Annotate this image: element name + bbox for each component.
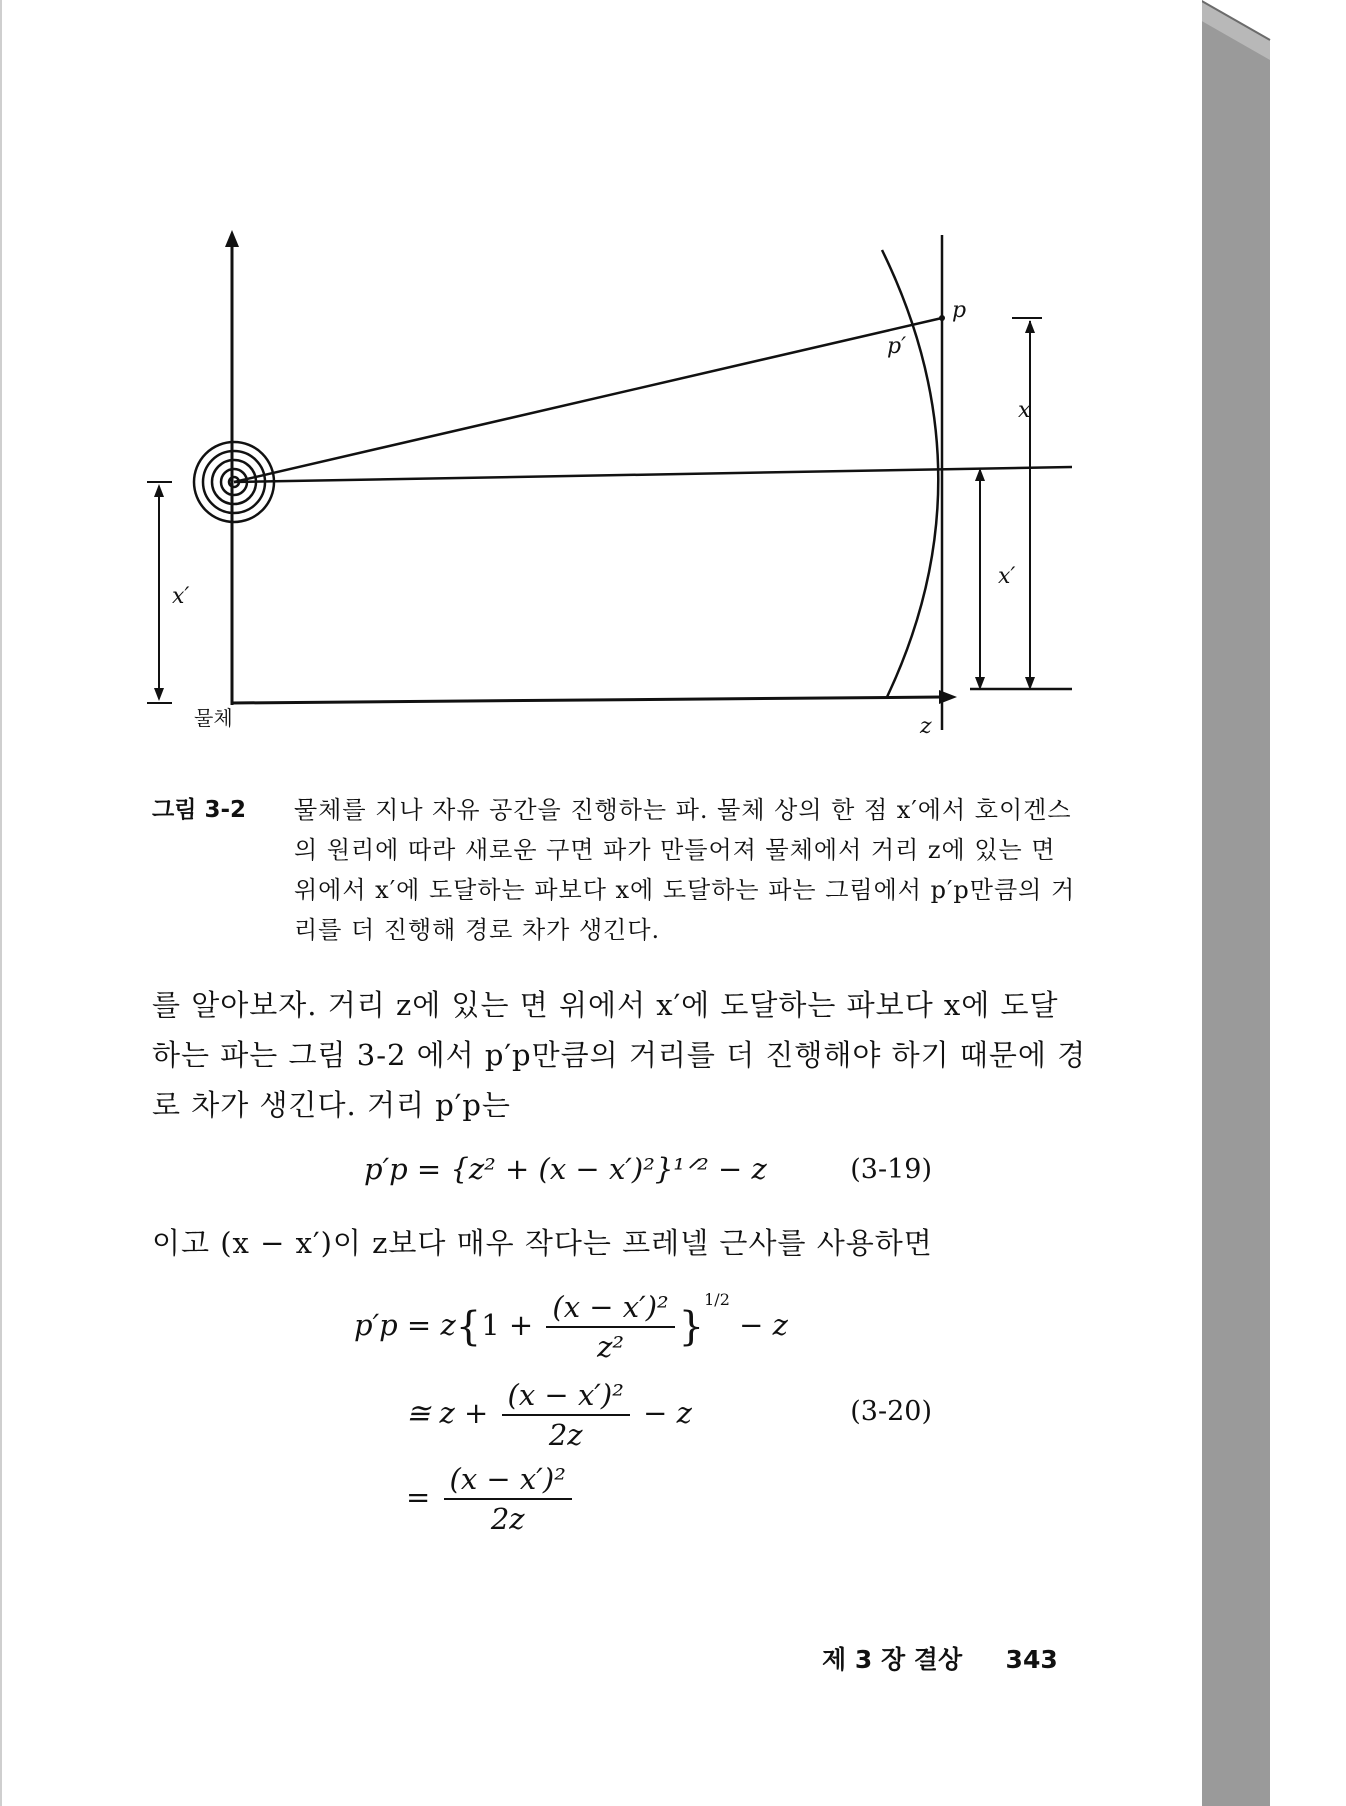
equation-3-20-number: (3-20) [850, 1396, 932, 1427]
z-axis [232, 697, 942, 703]
equation-3-20-line-3 [406, 1462, 576, 1536]
footer-chapter: 제 3 장 결상 [822, 1645, 963, 1674]
object-label: 물체 [194, 706, 233, 730]
caption-text: 물체를 지나 자유 공간을 진행하는 파. 물체 상의 한 점 x′에서 호이겐스의 원리에 따라 새로운 구면 파가 만들어져 물체에서 거리 z에 있는 면 위에서 x′에 도달하는 파보다 x에 도달하는 파는 그림에서 p′p만큼의 거리를 더 진행해 경로 차가 생긴다. [294, 796, 1076, 944]
eq20-l1-frac-num: (x − x′)² [546, 1290, 674, 1328]
vertical-axis-arrow [225, 230, 239, 247]
eq20-l2-frac-num: (x − x′)² [502, 1378, 630, 1416]
eq20-l2-tail: − z [643, 1396, 692, 1430]
eq20-l3-fraction [444, 1462, 572, 1536]
oblique-ray [234, 318, 942, 482]
label-x: x [1018, 398, 1031, 423]
equation-3-19-number: (3-19) [850, 1154, 932, 1185]
spherical-wavefront [882, 250, 938, 697]
caption-label: 그림 3-2 [152, 797, 246, 823]
eq20-l1-fraction [546, 1290, 674, 1364]
label-p: p [952, 298, 967, 323]
eq20-l3-lhs: = [406, 1480, 431, 1514]
eq20-l2-lhs: ≅ z + [406, 1396, 489, 1430]
label-p-prime: p′ [887, 334, 907, 359]
page-footer [822, 1640, 1058, 1676]
body-paragraph-2: 이고 (x − x′)이 z보다 매우 작다는 프레넬 근사를 사용하면 [152, 1226, 933, 1260]
eq20-l1-tail: − z [739, 1308, 788, 1342]
equation-3-20-line-2 [406, 1378, 692, 1452]
footer-page-number: 343 [1005, 1645, 1058, 1674]
label-x-prime-left: x′ [172, 584, 190, 609]
eq20-l3-frac-num: (x − x′)² [444, 1462, 572, 1500]
body-paragraph-1: 를 알아보자. 거리 z에 있는 면 위에서 x′에 도달하는 파보다 x에 도달하는 파는 그림 3-2 에서 p′p만큼의 거리를 더 진행해야 하기 때문에 경로 차가 생긴다. 거리 p′p는 [152, 988, 1087, 1122]
label-x-prime-right: x′ [998, 564, 1016, 589]
axial-ray [234, 467, 1072, 482]
label-z: z [920, 714, 932, 739]
eq20-l3-frac-den: 2z [490, 1502, 525, 1536]
eq20-l2-fraction [502, 1378, 630, 1452]
equation-3-20-line-1: p′p = z{1 + $\frac{\text{(x − x′)²}}{\text{z²}}$ }$^{1/2}$ − z [354, 1290, 788, 1364]
eq20-l1-frac-den: z² [597, 1330, 624, 1364]
figure-3-2-diagram [142, 225, 1102, 755]
eq20-l1-lhs: p′p = z [354, 1308, 456, 1342]
eq20-l1-exp: 1/2 [704, 1290, 730, 1309]
eq20-l2-frac-den: 2z [548, 1418, 583, 1452]
point-p [939, 315, 945, 321]
equation-3-19: p′p = {z² + (x − x′)²}¹ᐟ² − z [364, 1152, 767, 1186]
